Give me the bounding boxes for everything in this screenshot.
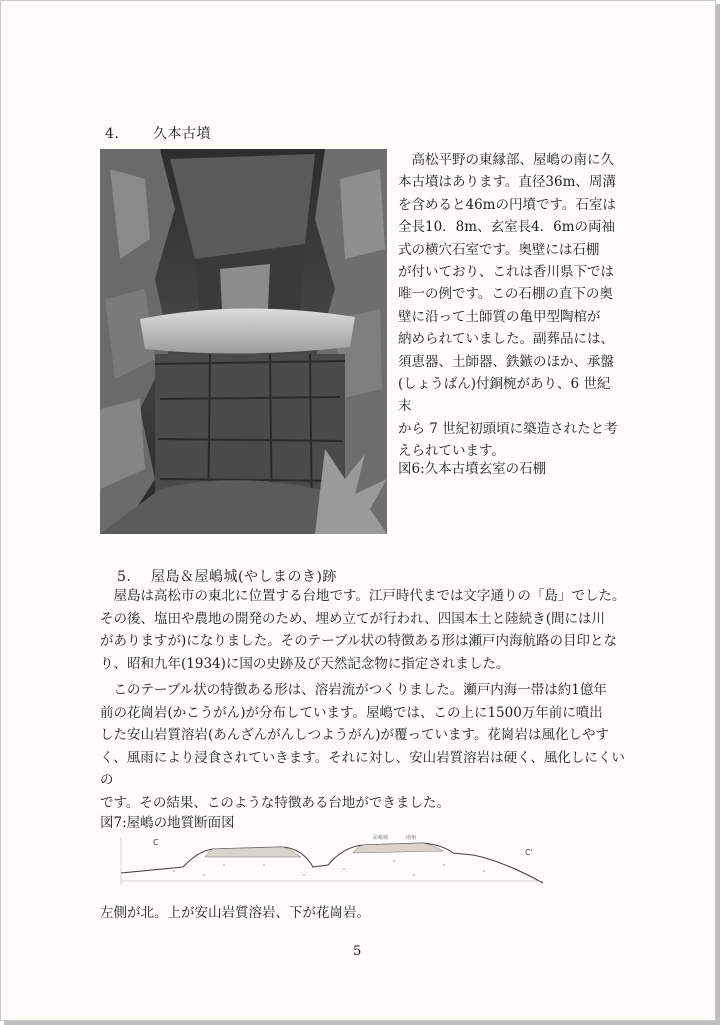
section-5-number: 5. bbox=[117, 569, 132, 585]
diagram-right-label: C' bbox=[525, 848, 533, 857]
section-4-heading bbox=[105, 123, 211, 143]
figure-6-caption: 図6:久本古墳玄室の石棚 bbox=[398, 461, 547, 477]
diagram-summit-note-2: 南嶺 bbox=[406, 835, 417, 841]
kofun-stone-shelf-photo bbox=[100, 149, 387, 534]
section-4-body: 高松平野の東縁部、屋嶋の南に久 本古墳はあります。直径36m、周溝 を含めると46mの円墳です。石室は 全長10．8m、玄室長4．6mの両袖 式の横穴石室です。奥壁には石棚 が付いており、これは香川県下では 唯一の例です。この石棚の直下の奥 壁に沿って土師質の亀甲型陶棺が 納められていました。副葬品には、 須恵器、土師器、鉄鏃のほか、承盤 (しょうばん)付銅椀があり、6 世紀末 から 7 世紀初頭頃に築造されたと考 えられています。 bbox=[398, 152, 618, 460]
page-number: 5 bbox=[353, 944, 362, 959]
figure-7-note: 左側が北。上が安山岩質溶岩、下が花崗岩。 bbox=[100, 905, 370, 921]
section-4-number: 4. bbox=[105, 126, 120, 142]
section-5-paragraph-2: このテーブル状の特徴ある形は、溶岩流がつくりました。瀬戸内海一帯は約1億年 前の花崗岩(かこうがん)が分布しています。屋嶋では、この上に1500万年前に噴出 した安山岩質溶岩(あんざんがんしつようがん)が覆っています。花崗岩は風化しやす く、風雨により浸食されていきます。それに対し、安山岩質溶岩は硬く、風化しにくいの です。その結果、このような特徴ある台地ができました。 bbox=[100, 682, 625, 811]
diagram-left-label: C bbox=[153, 838, 159, 847]
diagram-summit-note-1: 屋嶋城 bbox=[373, 835, 389, 841]
section-5-title: 屋島＆屋嶋城(やしまのき)跡 bbox=[151, 569, 337, 585]
geological-cross-section-diagram bbox=[113, 831, 545, 893]
section-5-heading bbox=[117, 566, 337, 586]
section-4-title: 久本古墳 bbox=[153, 126, 211, 142]
figure-7-caption: 図7:屋嶋の地質断面図 bbox=[100, 815, 235, 831]
section-5-paragraph-1: 屋島は高松市の東北に位置する台地です。江戸時代までは文字通りの「島」でした。 その後、塩田や農地の開発のため、埋め立てが行われ、四国本土と陸続き(間には川 がありますが)になりました。そのテーブル状の特徴ある形は瀬戸内海航路の目印とな り、昭和九年(1934)に国の史跡及び天然記念物に指定されました。 bbox=[100, 588, 626, 672]
